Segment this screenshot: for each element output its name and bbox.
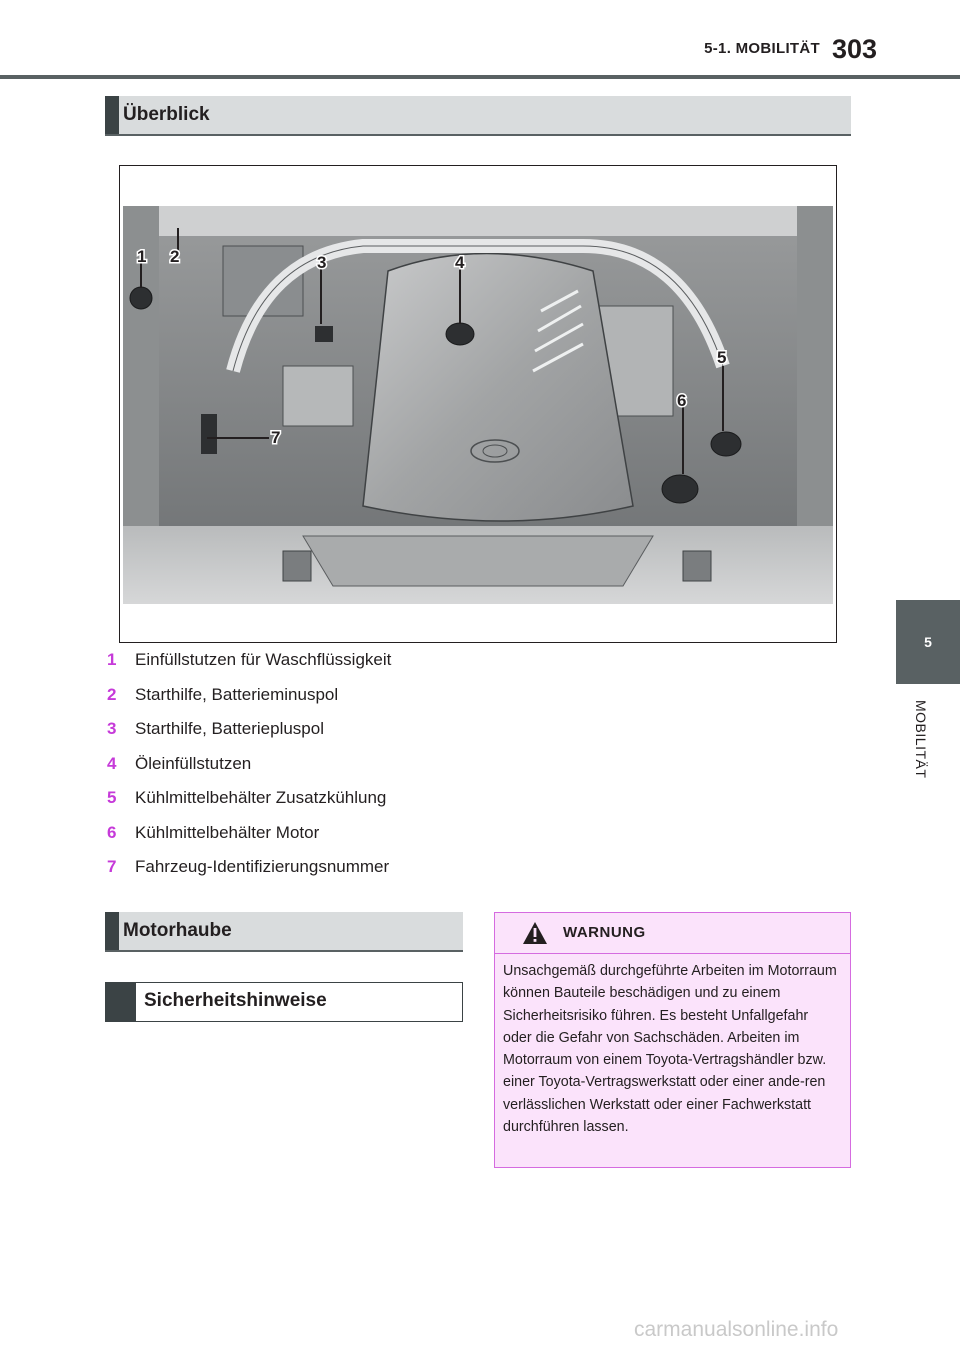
page-number: 303 [832, 34, 878, 64]
chapter-number: 5 [924, 634, 932, 650]
engine-bay-figure [119, 165, 837, 643]
subheading-label: Sicherheitshinweise [144, 990, 327, 1011]
legend-number: 7 [107, 857, 117, 877]
legend-text: Öleinfüllstutzen [135, 753, 252, 773]
callout-4: 4 [455, 253, 465, 272]
legend-text: Starthilfe, Batteriepluspol [135, 719, 324, 739]
legend-number: 2 [107, 684, 117, 704]
warning-header [495, 913, 850, 954]
callout-6: 6 [677, 391, 687, 410]
legend-number: 6 [107, 822, 117, 842]
callout-1: 1 [137, 247, 147, 266]
heading-accent [105, 96, 119, 134]
legend-item [105, 712, 391, 747]
legend-number: 4 [107, 753, 117, 773]
legend-item [105, 643, 391, 678]
engine-bay-illustration [123, 206, 833, 604]
legend-number: 1 [107, 650, 117, 670]
legend-number: 3 [107, 719, 117, 739]
heading-accent [105, 912, 119, 950]
header-rule [0, 75, 960, 79]
subsection-heading-safety [105, 982, 463, 1022]
callout-5: 5 [717, 348, 727, 367]
section-heading-hood [105, 912, 463, 952]
warning-text: Unsachgemäß durchgeführte Arbeiten im Motorraum können Bauteile beschädigen und zu einem Sicherheitsrisiko führen. Es besteht Unfallgefahr oder die Gefahr von Sachschäden. Arbeiten im Motorraum von einem Toyota-Vertragshändler bzw. einer Toyota-Vertragswerkstatt oder einer ande-ren verlässlichen Werkstatt oder einer Fachwerkstatt durchführen lassen. [503, 963, 837, 1136]
chapter-tab[interactable] [896, 600, 960, 684]
section-heading-overview [105, 96, 851, 136]
warning-triangle-icon [522, 921, 548, 945]
chapter-label: MOBILITÄT [913, 700, 929, 779]
subheading-accent [106, 983, 136, 1021]
legend-text: Fahrzeug-Identifizierungsnummer [135, 857, 390, 877]
legend-text: Einfüllstutzen für Waschflüssigkeit [135, 650, 392, 670]
warning-title: WARNUNG [563, 924, 646, 941]
figure-legend [105, 643, 391, 885]
legend-text: Starthilfe, Batterieminuspol [135, 684, 339, 704]
section-title: 5-1. MOBILITÄT [704, 40, 820, 57]
legend-item [105, 816, 391, 851]
callout-3: 3 [317, 253, 327, 272]
legend-item [105, 850, 391, 885]
callout-7: 7 [271, 428, 281, 447]
warning-box [494, 912, 851, 1168]
callout-2: 2 [170, 247, 180, 266]
watermark: carmanualsonline.info [634, 1318, 839, 1341]
heading-label: Motorhaube [123, 920, 232, 941]
legend-item [105, 678, 391, 713]
heading-label: Überblick [123, 104, 210, 125]
legend-item [105, 781, 391, 816]
legend-item [105, 747, 391, 782]
legend-text: Kühlmittelbehälter Zusatzkühlung [135, 788, 387, 808]
legend-number: 5 [107, 788, 117, 808]
legend-text: Kühlmittelbehälter Motor [135, 822, 320, 842]
